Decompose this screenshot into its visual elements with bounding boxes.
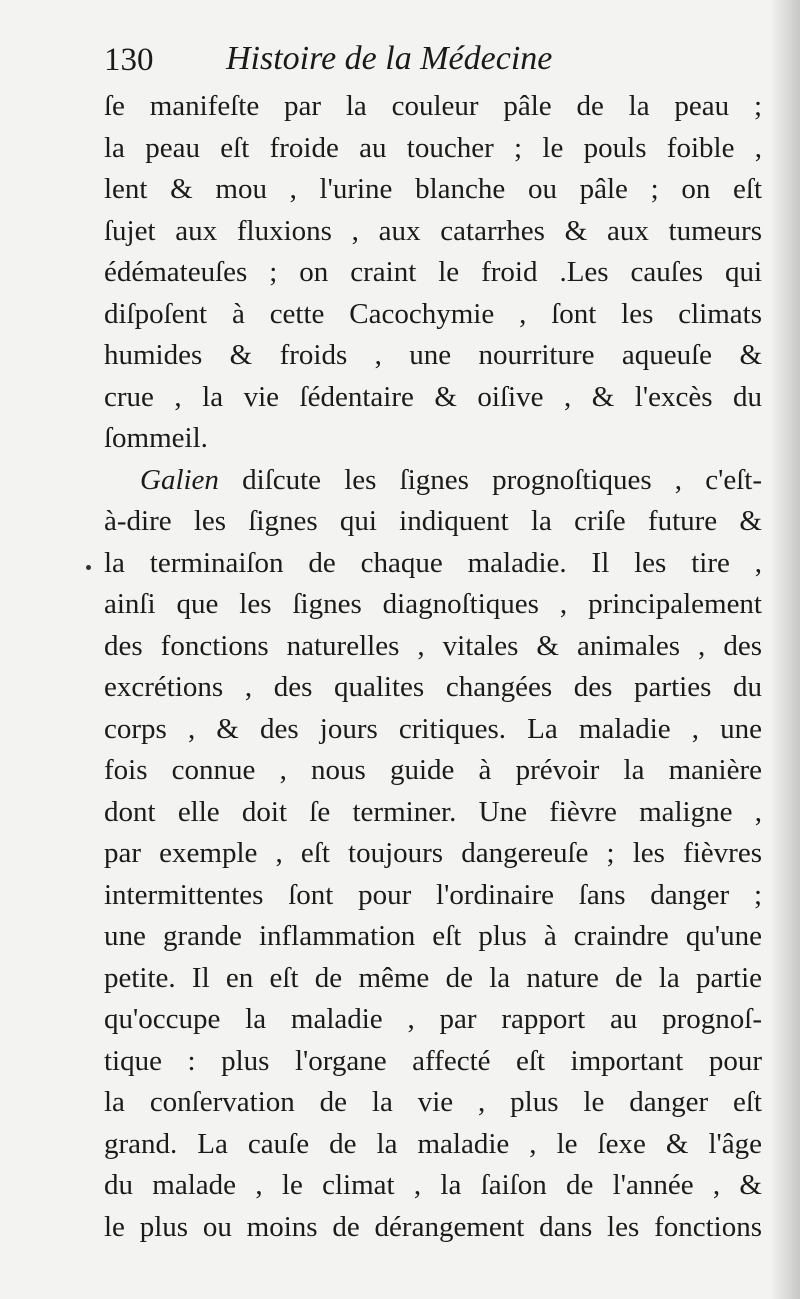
- author-name-galien: Galien: [140, 463, 219, 496]
- text-line: petite. Il en eſt de même de la nature de la partie: [104, 961, 762, 994]
- paragraph-2: [104, 460, 762, 1249]
- text-line: la conſervation de la vie , plus le danger eſt: [104, 1086, 762, 1118]
- text-line: une grande inflammation eſt plus à craindre qu'une: [104, 920, 762, 952]
- text-line: dont elle doit ſe terminer. Une fièvre maligne ,: [104, 795, 762, 828]
- text-line: fois connue , nous guide à prévoir la manière: [104, 754, 762, 786]
- paragraph-1: [104, 86, 762, 460]
- text-line: ſujet aux fluxions , aux catarrhes & aux tumeurs: [104, 214, 762, 247]
- text-line: [104, 460, 762, 502]
- text-line: humides & froids , une nourriture aqueuſe &: [104, 339, 762, 371]
- text-line: tique : plus l'organe affecté eſt important pour: [104, 1044, 762, 1077]
- running-title: Histoire de la Médecine: [226, 40, 553, 77]
- text-line: des fonctions naturelles , vitales & animales , des: [104, 629, 762, 662]
- text-line: à-dire les ſignes qui indiquent la criſe future &: [104, 505, 762, 537]
- text-line: intermittentes ſont pour l'ordinaire ſans danger ;: [104, 878, 762, 911]
- text-line: qu'occupe la maladie , par rapport au prognoſ-: [104, 1003, 762, 1035]
- text-line: corps , & des jours critiques. La maladie , une: [104, 712, 762, 745]
- text-line: ainſi que les ſignes diagnoſtiques , principalement: [104, 588, 762, 620]
- text-line: lent & mou , l'urine blanche ou pâle ; on eſt: [104, 173, 762, 205]
- text-line: par exemple , eſt toujours dangereuſe ; les fièvres: [104, 837, 762, 869]
- text-line: ſe manifeſte par la couleur pâle de la peau ;: [104, 90, 762, 122]
- body-text: [104, 86, 762, 1248]
- text-line: crue , la vie ſédentaire & oiſive , & l'excès du: [104, 380, 762, 413]
- text-fragment: diſcute les ſignes prognoſtiques , c'eſt-: [218, 463, 762, 496]
- text-line: excrétions , des qualites changées des parties du: [104, 671, 762, 703]
- page-spine-shadow: [770, 0, 800, 1299]
- margin-mark: [86, 565, 91, 570]
- page-number: 130: [104, 42, 154, 78]
- text-line: ſommeil.: [104, 422, 208, 454]
- text-line: la peau eſt froide au toucher ; le pouls foible ,: [104, 131, 762, 164]
- text-line: le plus ou moins de dérangement dans les fonctions: [104, 1210, 762, 1243]
- text-line: diſpoſent à cette Cacochymie , ſont les climats: [104, 297, 762, 330]
- text-line: grand. La cauſe de la maladie , le ſexe & l'âge: [104, 1127, 762, 1160]
- text-line: édémateuſes ; on craint le froid .Les cauſes qui: [104, 256, 762, 288]
- text-line: du malade , le climat , la ſaiſon de l'année , &: [104, 1169, 762, 1201]
- text-line: la terminaiſon de chaque maladie. Il les tire ,: [104, 546, 762, 579]
